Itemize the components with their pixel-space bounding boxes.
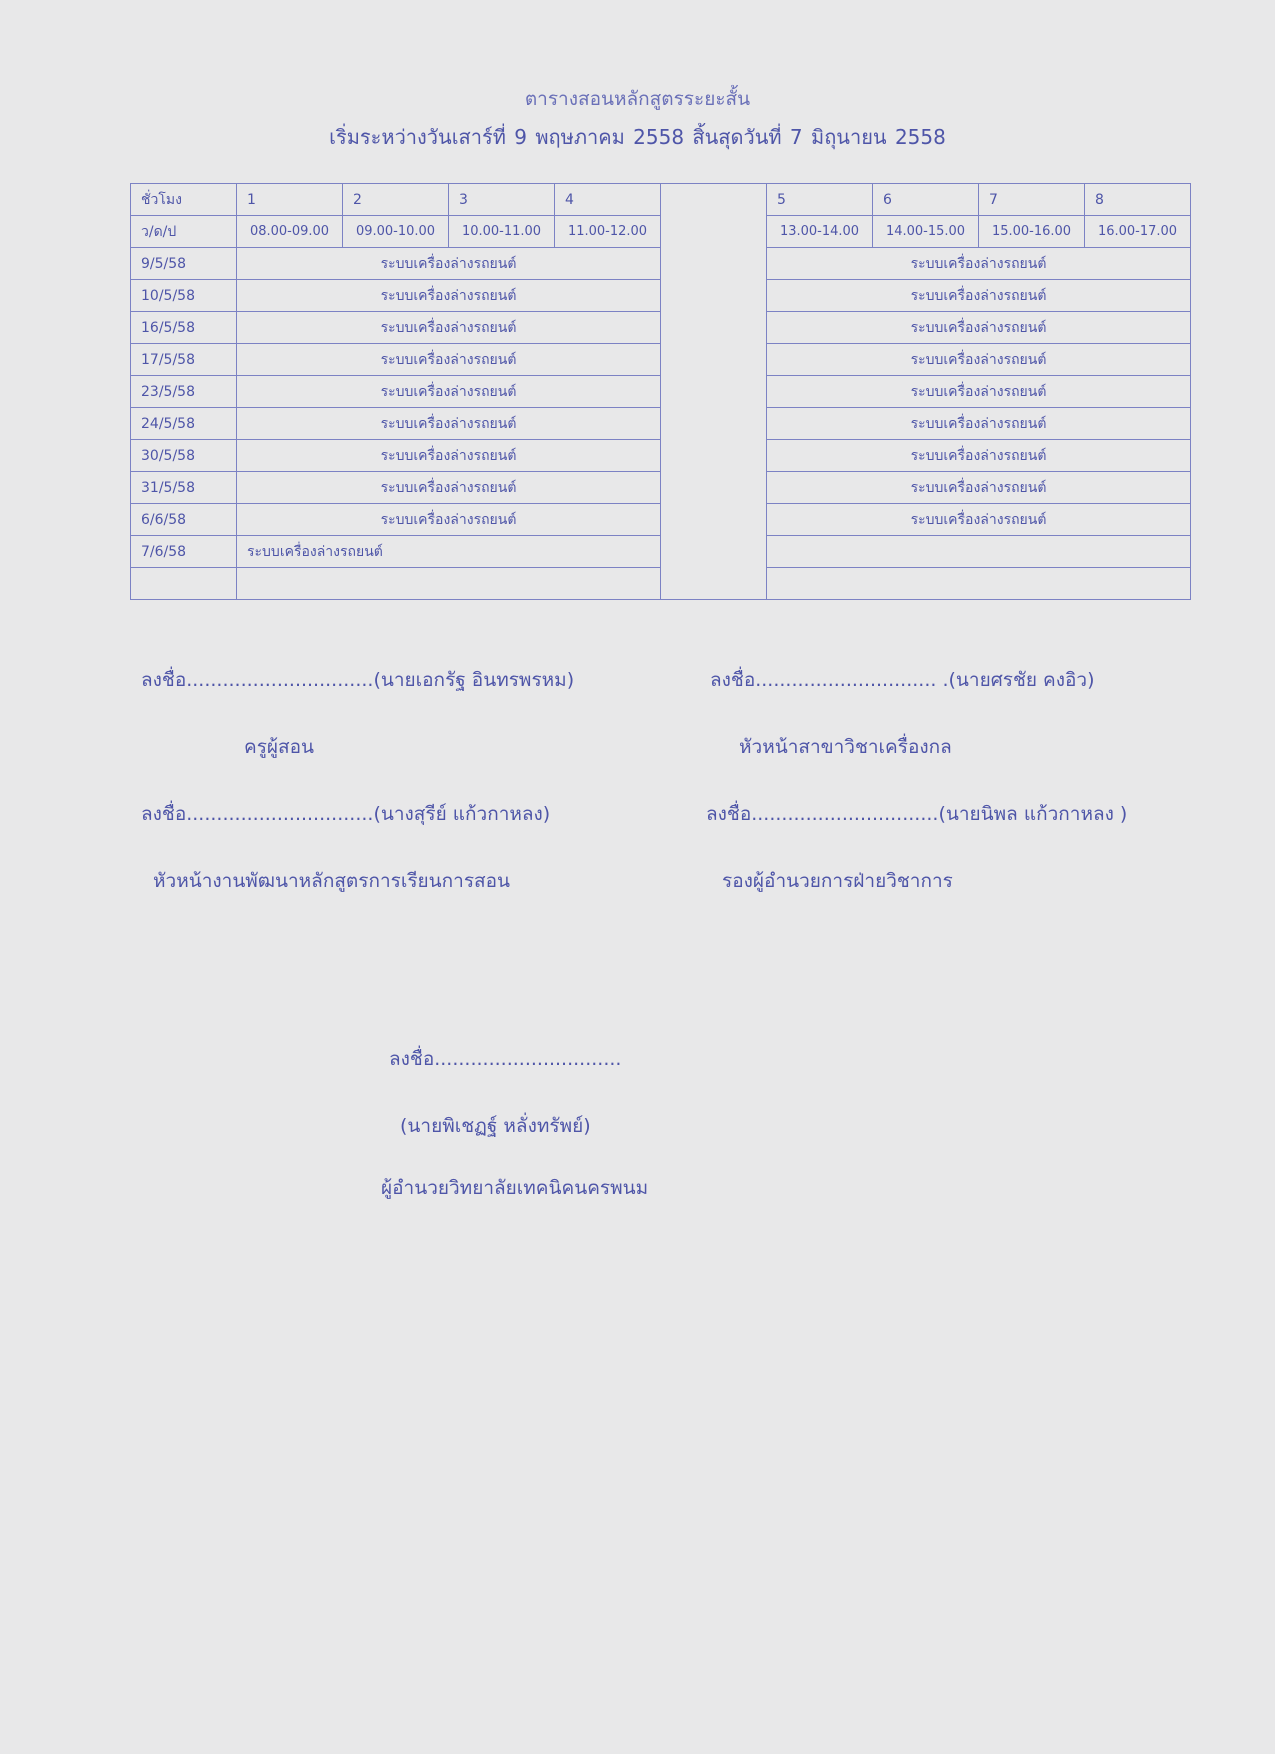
afternoon-subject-cell: ระบบเครื่องล่างรถยนต์ [767,248,1191,280]
morning-subject-cell: ระบบเครื่องล่างรถยนต์ [237,280,661,312]
morning-subject-cell [237,568,661,600]
name-director: (นายพิเชฏฐ์ หลั่งทรัพย์) [400,1115,591,1137]
period-number: 3 [449,184,555,216]
signature-director: ลงชื่อ............................... [389,1048,622,1070]
period-number: 2 [343,184,449,216]
signature-teacher: ลงชื่อ...............................(นายเอกรัฐ อินทรพรหม) [141,669,575,691]
afternoon-subject-cell [767,568,1191,600]
morning-subject-cell: ระบบเครื่องล่างรถยนต์ [237,344,661,376]
document-subtitle: เริ่มระหว่างวันเสาร์ที่ 9 พฤษภาคม 2558 สิ้นสุดวันที่ 7 มิถุนายน 2558 [329,125,946,149]
afternoon-subject-cell: ระบบเครื่องล่างรถยนต์ [767,312,1191,344]
afternoon-subject-cell: ระบบเครื่องล่างรถยนต์ [767,376,1191,408]
role-teacher: ครูผู้สอน [244,736,315,758]
role-dept-head: หัวหน้าสาขาวิชาเครื่องกล [739,736,952,758]
time-slot: 11.00-12.00 [555,216,661,248]
date-cell: 6/6/58 [131,504,237,536]
date-cell: 16/5/58 [131,312,237,344]
date-cell [131,568,237,600]
period-number: 5 [767,184,873,216]
morning-subject-cell: ระบบเครื่องล่างรถยนต์ [237,312,661,344]
time-slot: 14.00-15.00 [873,216,979,248]
time-slot: 10.00-11.00 [449,216,555,248]
morning-subject-cell: ระบบเครื่องล่างรถยนต์ [237,472,661,504]
time-slot: 13.00-14.00 [767,216,873,248]
morning-subject-cell: ระบบเครื่องล่างรถยนต์ [237,440,661,472]
morning-subject-cell: ระบบเครื่องล่างรถยนต์ [237,536,661,568]
period-number: 8 [1085,184,1191,216]
date-cell: 24/5/58 [131,408,237,440]
period-number: 7 [979,184,1085,216]
afternoon-subject-cell [767,536,1191,568]
document-title: ตารางสอนหลักสูตรระยะสั้น [524,88,751,110]
role-curriculum-head: หัวหน้างานพัฒนาหลักสูตรการเรียนการสอน [153,870,511,892]
role-deputy-director: รองผู้อำนวยการฝ่ายวิชาการ [722,870,953,892]
period-number: 4 [555,184,661,216]
afternoon-subject-cell: ระบบเครื่องล่างรถยนต์ [767,280,1191,312]
time-slot: 15.00-16.00 [979,216,1085,248]
period-number: 6 [873,184,979,216]
date-cell: 30/5/58 [131,440,237,472]
morning-subject-cell: ระบบเครื่องล่างรถยนต์ [237,248,661,280]
lunch-gap [661,184,767,600]
period-header-row [131,184,1191,216]
hour-label: ชั่วโมง [131,184,237,216]
date-cell: 31/5/58 [131,472,237,504]
date-label: ว/ด/ป [131,216,237,248]
time-slot: 08.00-09.00 [237,216,343,248]
signature-dept-head: ลงชื่อ.............................. .(นายศรชัย คงอิว) [710,669,1095,691]
date-cell: 7/6/58 [131,536,237,568]
date-cell: 17/5/58 [131,344,237,376]
role-director: ผู้อำนวยวิทยาลัยเทคนิคนครพนม [381,1177,649,1199]
signature-curriculum-head: ลงชื่อ...............................(นางสุรีย์ แก้วกาหลง) [141,803,551,825]
period-number: 1 [237,184,343,216]
date-cell: 10/5/58 [131,280,237,312]
afternoon-subject-cell: ระบบเครื่องล่างรถยนต์ [767,440,1191,472]
date-cell: 9/5/58 [131,248,237,280]
morning-subject-cell: ระบบเครื่องล่างรถยนต์ [237,376,661,408]
time-slot: 09.00-10.00 [343,216,449,248]
afternoon-subject-cell: ระบบเครื่องล่างรถยนต์ [767,408,1191,440]
date-cell: 23/5/58 [131,376,237,408]
signature-deputy-director: ลงชื่อ...............................(นายนิพล แก้วกาหลง ) [706,803,1128,825]
afternoon-subject-cell: ระบบเครื่องล่างรถยนต์ [767,472,1191,504]
afternoon-subject-cell: ระบบเครื่องล่างรถยนต์ [767,344,1191,376]
schedule-table [130,183,1191,600]
time-slot: 16.00-17.00 [1085,216,1191,248]
afternoon-subject-cell: ระบบเครื่องล่างรถยนต์ [767,504,1191,536]
morning-subject-cell: ระบบเครื่องล่างรถยนต์ [237,408,661,440]
morning-subject-cell: ระบบเครื่องล่างรถยนต์ [237,504,661,536]
